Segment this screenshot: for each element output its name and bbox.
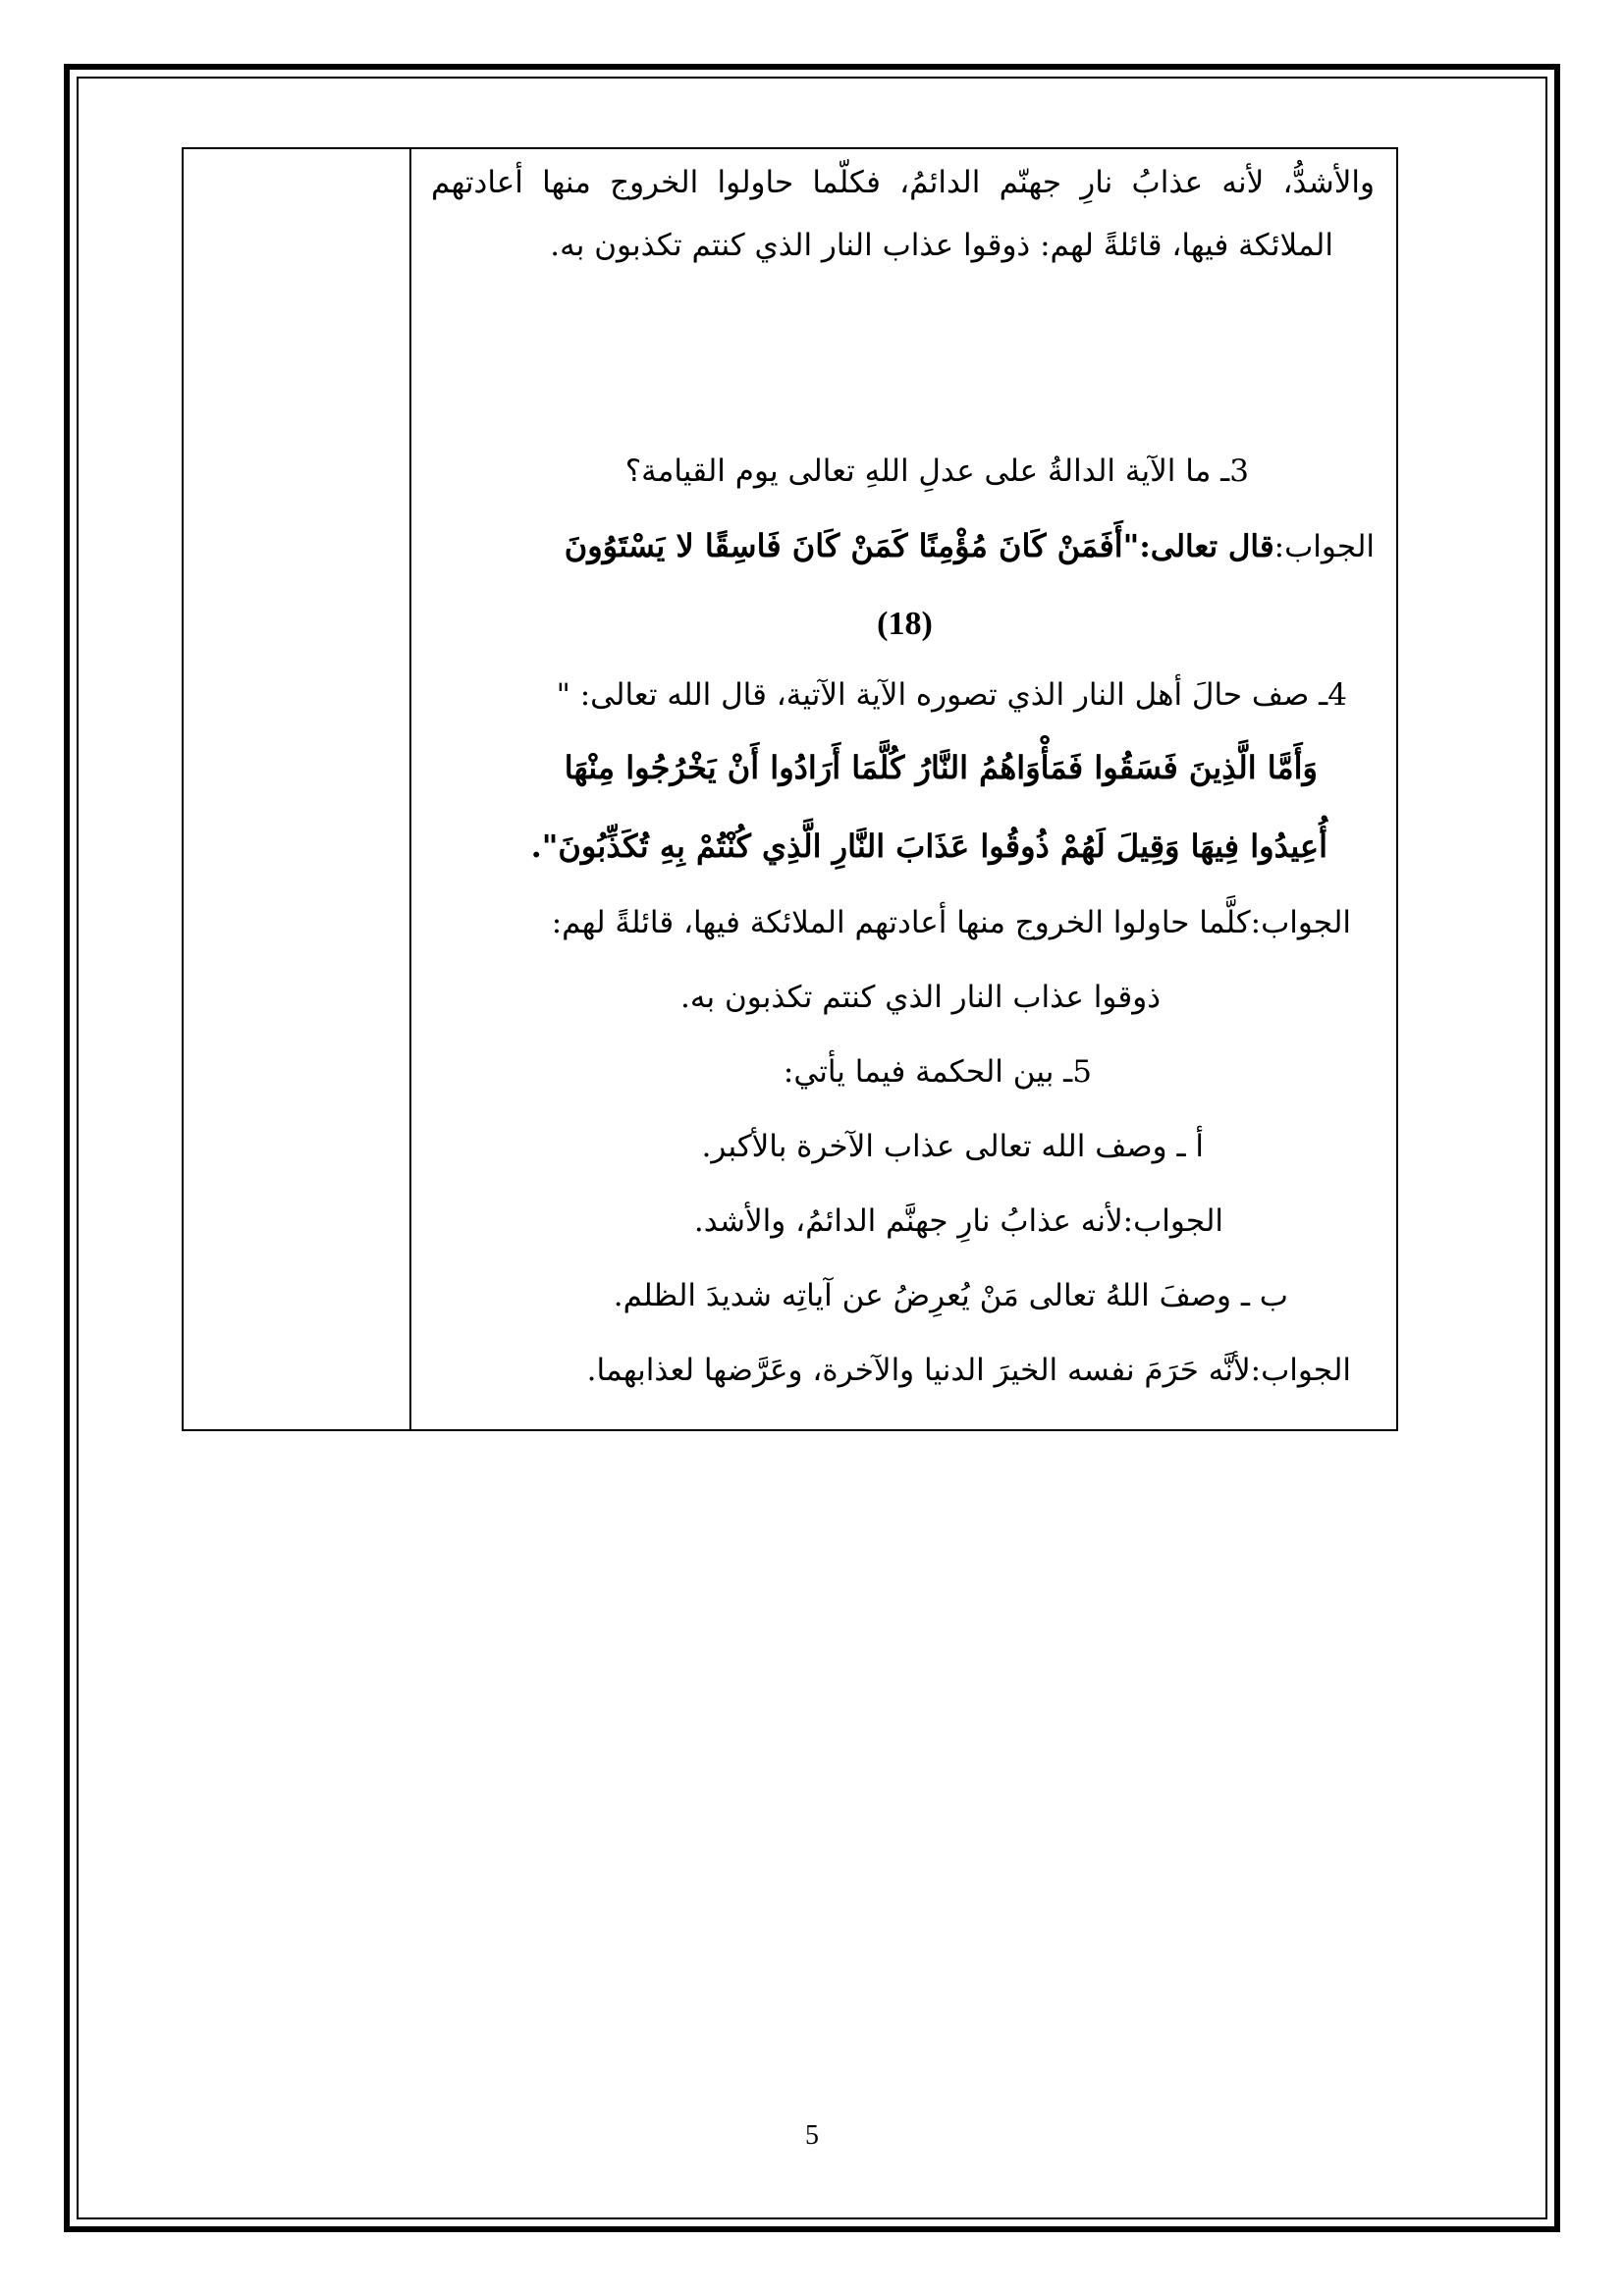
verse-number: (18)	[877, 606, 933, 642]
answer-4-line-1: الجواب:كلَّما حاولوا الخروج منها أعادتهم الملائكة فيها، قائلةً لهم:	[551, 905, 1351, 940]
answer-3-line	[431, 524, 1375, 568]
blank-left-column	[184, 149, 411, 1429]
question-4-verse-line-2: أُعِيدُوا فِيهَا وَقِيلَ لَهُمْ ذُوقُوا عَذَابَ النَّارِ الَّذِي كُنْتُمْ بِهِ تُكَذِّبُونَ".	[530, 828, 1327, 865]
answer-label: الجواب:	[1273, 529, 1375, 564]
answer-content-cell	[413, 149, 1396, 1429]
answer-5a: الجواب:لأنه عذابُ نارِ جهنَّم الدائمُ، والأشد.	[693, 1203, 1223, 1239]
answer-5b: الجواب:لأنَّه حَرَمَ نفسه الخيرَ الدنيا والآخرة، وعَرَّضها لعذابهما.	[586, 1353, 1351, 1388]
question-5: 5ـ بين الحكمة فيما يأتي:	[783, 1054, 1092, 1090]
question-3: 3ـ ما الآية الدالةُ على عدلِ اللهِ تعالى يوم القيامة؟	[624, 454, 1249, 489]
question-4-verse-line-1: وَأَمَّا الَّذِينَ فَسَقُوا فَمَأْوَاهُمُ النَّارُ كُلَّمَا أَرَادُوا أَنْ يَخْرُجُوا مِنْهَا	[564, 749, 1318, 786]
question-4: 4ـ صف حالَ أهل النار الذي تصوره الآية الآتية، قال الله تعالى: "	[556, 677, 1347, 713]
intro-line-1: والأشدُّ، لأنه عذابُ نارِ جهنّم الدائمُ، فكلّما حاولوا الخروج منها أعادتهم	[431, 165, 1375, 200]
qa-table	[182, 147, 1398, 1431]
verse-text: "أَفَمَنْ كَانَ مُؤْمِنًا كَمَنْ كَانَ فَاسِقًا لا يَسْتَوُونَ	[564, 527, 1140, 564]
answer-4-line-2: ذوقوا عذاب النار الذي كنتم تكذبون به.	[680, 980, 1161, 1015]
verse-intro: قال تعالى:	[1139, 529, 1274, 564]
page-number: 5	[805, 2120, 819, 2151]
question-5a: أ ـ وصف الله تعالى عذاب الآخرة بالأكبر.	[701, 1129, 1204, 1164]
intro-line-2: الملائكة فيها، قائلةً لهم: ذوقوا عذاب النار الذي كنتم تكذبون به.	[550, 228, 1333, 263]
question-5b: ب ـ وصفَ اللهُ تعالى مَنْ يُعرِضُ عن آياتِه شديدَ الظلم.	[613, 1278, 1288, 1313]
